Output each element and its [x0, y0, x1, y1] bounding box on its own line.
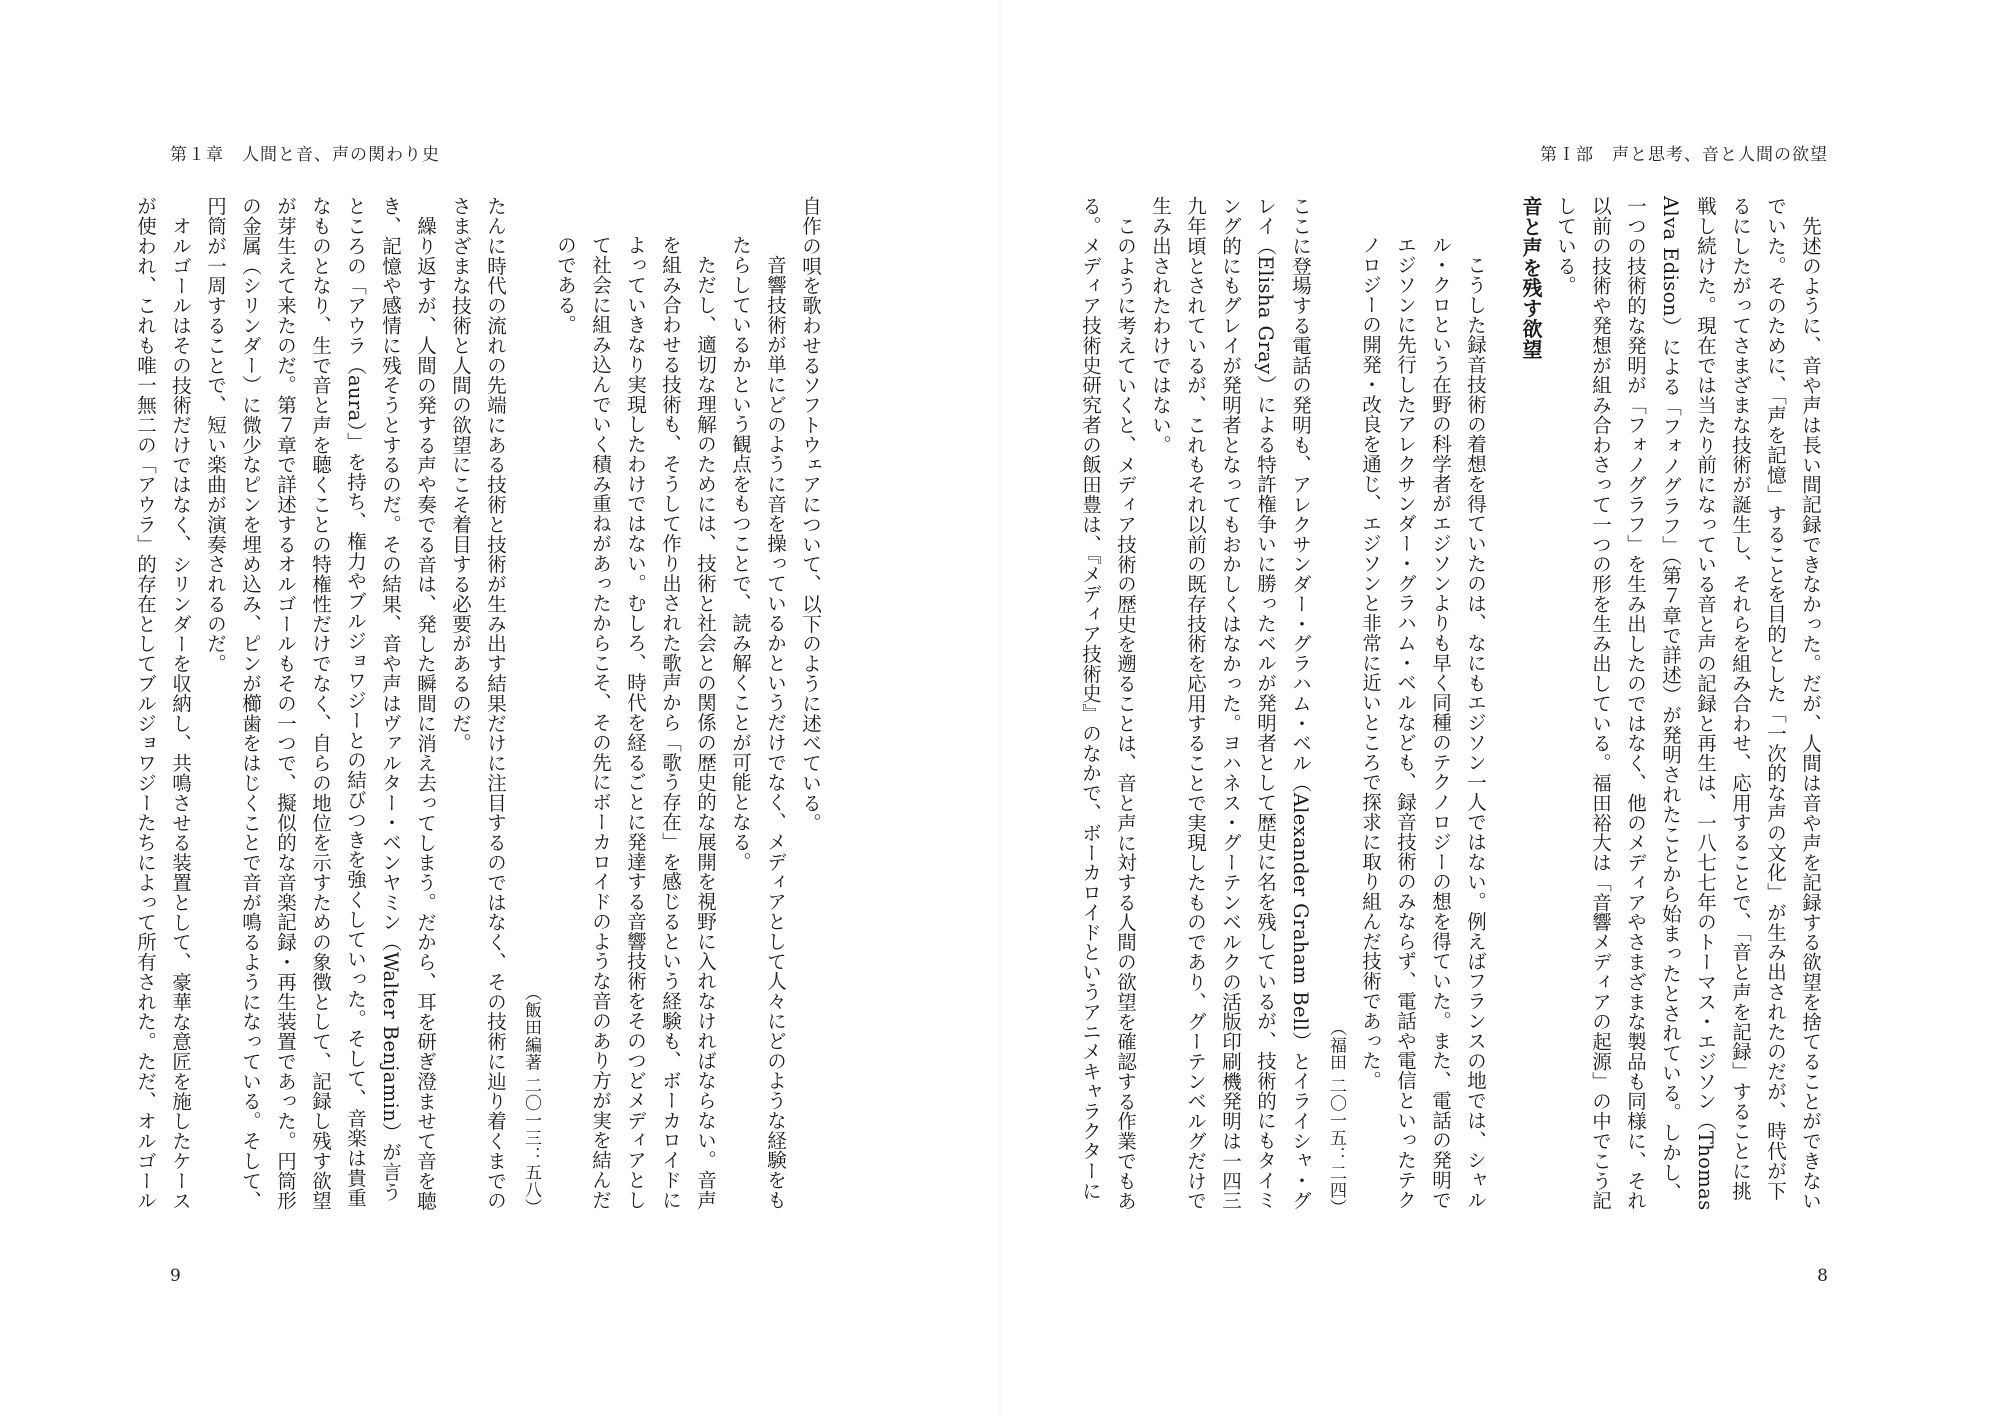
right-quote-citation: （福田 二〇一五：二四） [1326, 1018, 1346, 1216]
right-quote-para-1: こうした録音技術の着想を得ていたのは、なにもエジソン一人ではない。例えばフランスの地では、シャルル・クロという在野の科学者がエジソンよりも早く同種のテクノロジーの想を得ていた。また、電話の発明でエジソンに先行したアレクサンダー・グラハム・ベルなども、録音技術のみならず、電話や電信といったテクノロジーの開発・改良を通じ、エジソンと非常に近いところで探求に取り組んだ技術であった。 [1359, 235, 1487, 1210]
right-para-1: 先述のように、音や声は長い間記録できなかった。だが、人間は音や声を記録する欲望を捨てることができないでいた。そのために、「声を記憶」することを目的とした「一次的な声の文化」が生み出されたのだが、時代が下るにしたがってさまざまな技術が誕生し、それらを組み合わせ、応用することで、「音と声を記録」することに挑戦し続けた。現在では当たり前になっている音と声の記録と再生は、一八七七年のトーマス・エジソン（Thomas Alva Edison）による「フォノグラフ」（第７章で詳述）が発明されたことから始まったとされている。しかし、一つの技術的な発明が「フォノグラフ」を生み出したのではなく、他のメディアやさまざまな製品も同様に、それ以前の技術や発想が組み合わさって一つの形を生み出している。福田裕大は「音響メディアの起源」の中でこう記している。 [1554, 196, 1822, 1211]
section-heading: 音と声を残す欲望 [1519, 196, 1543, 360]
left-block-quote [513, 196, 793, 1216]
right-page-number: 8 [1817, 1266, 1828, 1286]
right-para-2: ここに登場する電話の発明も、アレクサンダー・グラハム・ベル（Alexander Graham Bell）とイライシャ・グレイ（Elisha Gray）による特許権争いに勝ったベルが発明者として歴史に名を残しているが、技術的にもタイミング的にもグレイが発明者となってもおかしくはなかった。ヨハネス・グーテンベルクの活版印刷機発明は一四三九年頃とされているが、これもそれ以前の既存技術を応用することで実現したものであり、グーテンベルグだけで生み出されたわけではない。 [1149, 196, 1312, 1211]
right-page-body [1079, 196, 1828, 1216]
left-para-2: たんに時代の流れの先端にある技術と技術が生み出す結果だけに注目するのではなく、その技術に辿り着くまでのさまざまな技術と人間の欲望にこそ着目する必要があるのだ。 [449, 196, 507, 1211]
book-gutter [999, 0, 1001, 1414]
left-quote-para-2: ただし、適切な理解のためには、技術と社会との関係の歴史的な展開を視野に入れなければならない。音声を組み合わせる技術も、そうして作り出された歌声から「歌う存在」を感じるという経験も、ボーカロイドによっていきなり実現したわけではない。むしろ、時代を経るごとに発達する音響技術をそのつどメディアとして社会に組み込んでいく積み重ねがあったからこそ、その先にボーカロイドのような音のあり方が実を結んだのである。 [554, 235, 717, 1210]
right-para-3: このように考えていくと、メディア技術の歴史を遡ることは、音と声に対する人間の欲望を確認する作業でもある。メディア技術史研究者の飯田豊は、『メディア技術史』のなかで、ボーカロイドというアニメキャラクターに [1079, 196, 1137, 1211]
left-para-1: 自作の唄を歌わせるソフトウェアについて、以下のように述べている。 [799, 196, 822, 833]
left-page-number: 9 [170, 1266, 181, 1286]
left-para-3: 繰り返すが、人間の発する声や奏でる音は、発した瞬間に消え去ってしまう。だから、耳を研ぎ澄ませて音を聴き、記憶や感情に残そうとするのだ。その結果、音や声はヴァルター・ベンヤミン（Walter Benjamin）が言うところの「アウラ（aura）」を持ち、権力やブルジョワジーとの結びつきを強くしていった。そして、音楽は貴重なものとなり、生で音と声を聴くことの特権性だけでなく、自らの地位を示すための象徴として、記録し残す欲望が芽生えて来たのだ。第７章で詳述するオルゴールもその一つで、擬似的な音楽記録・再生装置であった。円筒形の金属（シリンダー）に微少なピンを埋め込み、ピンが櫛歯をはじくことで音が鳴るようになっている。そして、円筒が一周することで、短い楽曲が演奏されるのだ。 [204, 196, 437, 1211]
left-quote-para-1: 音響技術が単にどのように音を操っているかというだけでなく、メディアとして人々にどのような経験をもたらしているかという観点をもつことで、読み解くことが可能となる。 [729, 235, 787, 1210]
left-page-body [134, 196, 828, 1216]
right-running-header: 第Ｉ部 声と思考、音と人間の欲望 [1540, 145, 1828, 165]
right-block-quote [1318, 196, 1493, 1216]
left-quote-citation: （飯田編著 二〇一三：五八） [521, 984, 541, 1216]
left-running-header: 第１章 人間と音、声の関わり史 [170, 145, 440, 165]
left-para-4: オルゴールはその技術だけではなく、シリンダーを収納し、共鳴させる装置として、豪華な意匠を施したケースが使われ、これも唯一無二の「アウラ」的存在としてブルジョワジーたちによって所有された。ただ、オルゴール [134, 196, 192, 1211]
